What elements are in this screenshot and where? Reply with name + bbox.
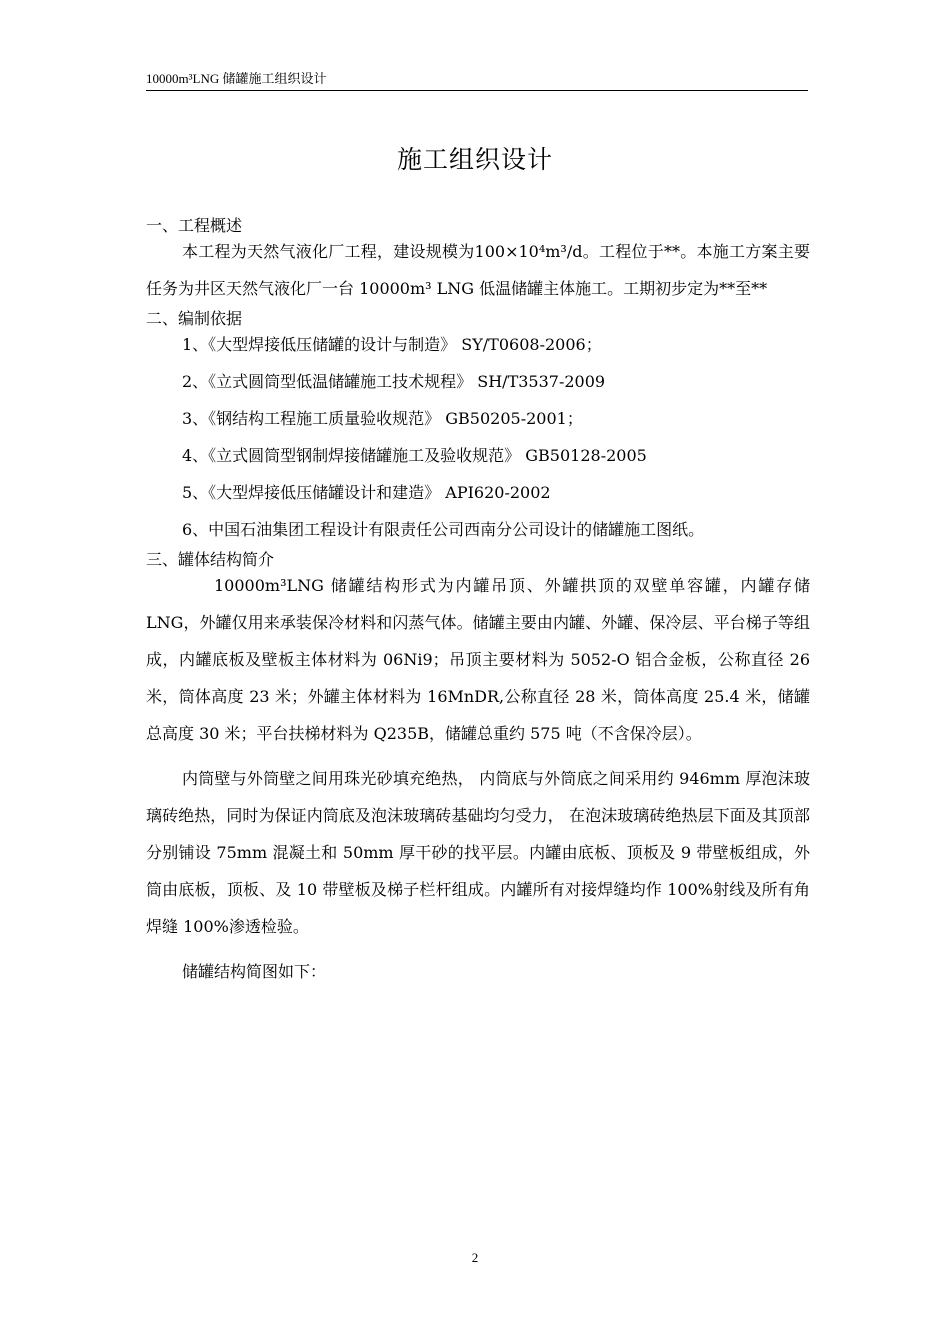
structure-paragraph-2: 内筒壁与外筒壁之间用珠光砂填充绝热， 内筒底与外筒底之间采用约 946mm 厚泡沫玻璃砖绝热，同时为保证内筒底及泡沫玻璃砖基础均匀受力， 在泡沫玻璃砖绝热层下面及其顶部分别铺设 75mm 混凝土和 50mm 厚干砂的找平层。内罐由底板、顶板及 9 带壁板组成，外筒由底板，顶板、及 10 带壁板及梯子栏杆组成。内罐所有对接焊缝均作 100%射线及所有角焊缝 100%渗透检验。 [146, 769, 810, 936]
list-item: 5、《大型焊接低压储罐设计和建造》 API620-2002 [182, 483, 551, 502]
document-body [146, 214, 810, 990]
list-item: 2、《立式圆筒型低温储罐施工技术规程》 SH/T3537-2009 [182, 372, 606, 391]
document-title: 施工组织设计 [396, 145, 553, 174]
section-heading-structure: 三、罐体结构简介 [146, 550, 275, 569]
overview-paragraph: 本工程为天然气液化厂工程，建设规模为100×10⁴m³/d。工程位于**。本施工方案主要任务为井区天然气液化厂一台 10000m³ LNG 低温储罐主体施工。工期初步定为**至** [146, 242, 810, 298]
list-item: 1、《大型焊接低压储罐的设计与制造》 SY/T0608-2006； [182, 335, 602, 354]
structure-paragraph-1: 10000m³LNG 储罐结构形式为内罐吊顶、外罐拱顶的双壁单容罐，内罐存储 LNG，外罐仅用来承装保冷材料和闪蒸气体。储罐主要由内罐、外罐、保冷层、平台梯子等组成，内罐底板及壁板主体材料为 06Ni9；吊顶主要材料为 5052-O 铝合金板，公称直径 26 米，筒体高度 23 米；外罐主体材料为 16MnDR,公称直径 28 米，筒体高度 25.4 米，储罐总高度 30 米；平台扶梯材料为 Q235B，储罐总重约 575 吨（不含保冷层）。 [146, 576, 810, 743]
page-header [146, 70, 808, 91]
section-heading-overview: 一、工程概述 [146, 216, 243, 235]
list-item: 4、《立式圆筒型钢制焊接储罐施工及验收规范》 GB50128-2005 [182, 446, 647, 465]
structure-paragraph-3: 储罐结构简图如下： [182, 962, 327, 981]
page-number: 2 [471, 1250, 479, 1265]
basis-list [146, 326, 810, 548]
list-item: 3、《钢结构工程施工质量验收规范》 GB50205-2001； [182, 409, 583, 428]
list-item: 6、中国石油集团工程设计有限责任公司西南分公司设计的储罐施工图纸。 [182, 520, 705, 539]
header-text: 10000m³LNG 储罐施工组织设计 [146, 71, 327, 86]
section-heading-basis: 二、编制依据 [146, 309, 243, 328]
